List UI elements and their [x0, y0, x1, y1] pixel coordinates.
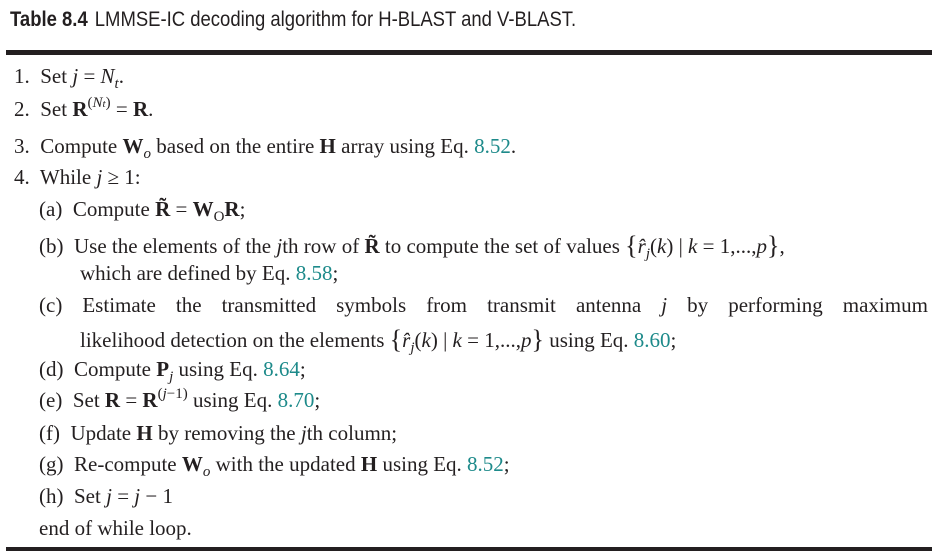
step-4: [14, 165, 141, 190]
substep-text: Set j = j − 1: [74, 484, 173, 508]
substep-label: (f): [39, 421, 60, 445]
substep-b-cont: which are defined by Eq. 8.58;: [80, 261, 339, 285]
step-text: Set $R^{(Nt)} = R$.: [40, 95, 154, 121]
substep-g: [39, 452, 510, 480]
eq-link[interactable]: 8.64: [263, 357, 300, 381]
table-number: Table 8.4: [10, 8, 88, 31]
eq-link[interactable]: 8.60: [633, 328, 671, 352]
top-rule: [6, 50, 932, 55]
step-text: While j ≥ 1:: [39, 165, 141, 189]
substep-e: [39, 388, 320, 413]
eq-link[interactable]: 8.58: [295, 261, 333, 285]
substep-label: (g): [39, 452, 64, 476]
substep-text: Compute $P_j$ using Eq. 8.64;: [74, 357, 306, 385]
bottom-rule: [6, 547, 932, 551]
substep-text: Set $R = R^{(j-1)}$ using Eq. 8.70;: [72, 386, 321, 412]
step-number: 2.: [14, 97, 30, 121]
substep-label: (a): [39, 197, 63, 221]
step-text: Compute $W_o$ based on the entire H array using Eq. 8.52.: [40, 134, 517, 162]
table-caption: [10, 8, 576, 32]
substep-a: [39, 197, 246, 225]
loop-end-text: end of while loop.: [39, 516, 192, 540]
step-number: 1.: [14, 64, 30, 88]
substep-label: (h): [39, 484, 64, 508]
substep-text: Use the elements of the jth row of R̃ to compute the set of values {$r̂_j(k)$ | k = 1,...,p},: [74, 231, 785, 262]
substep-f: [39, 421, 397, 446]
step-text: Set $j = N_t$.: [40, 64, 124, 92]
substep-d: [39, 357, 306, 385]
step-number: 3.: [14, 134, 30, 158]
substep-label: (b): [39, 234, 64, 258]
substep-h: [39, 484, 173, 509]
substep-c: (c) Estimate the transmitted symbols from transmit antenna j by performing maximum: [39, 293, 928, 317]
substep-text: Compute R̃ = $W_OR$;: [72, 197, 246, 225]
substep-label: (e): [39, 388, 63, 412]
substep-b: [39, 230, 785, 260]
eq-link[interactable]: 8.52: [467, 452, 504, 476]
substep-text: Update H by removing the jth column;: [70, 421, 398, 445]
substep-c-cont: likelihood detection on the elements {$r̂_j(k)$ | k = 1,...,p} using Eq. 8.60;: [80, 325, 677, 356]
substep-label: (c): [39, 293, 63, 317]
step-1: [14, 64, 124, 92]
substep-text: Re-compute $W_o$ with the updated H using Eq. 8.52;: [74, 452, 510, 480]
substep-label: (d): [39, 357, 64, 381]
step-3: [14, 134, 517, 162]
step-2: [14, 97, 153, 122]
eq-link[interactable]: 8.70: [277, 388, 315, 412]
step-number: 4.: [14, 165, 30, 189]
eq-link[interactable]: 8.52: [474, 134, 511, 158]
table-title: LMMSE-IC decoding algorithm for H-BLAST and V-BLAST.: [94, 8, 577, 31]
